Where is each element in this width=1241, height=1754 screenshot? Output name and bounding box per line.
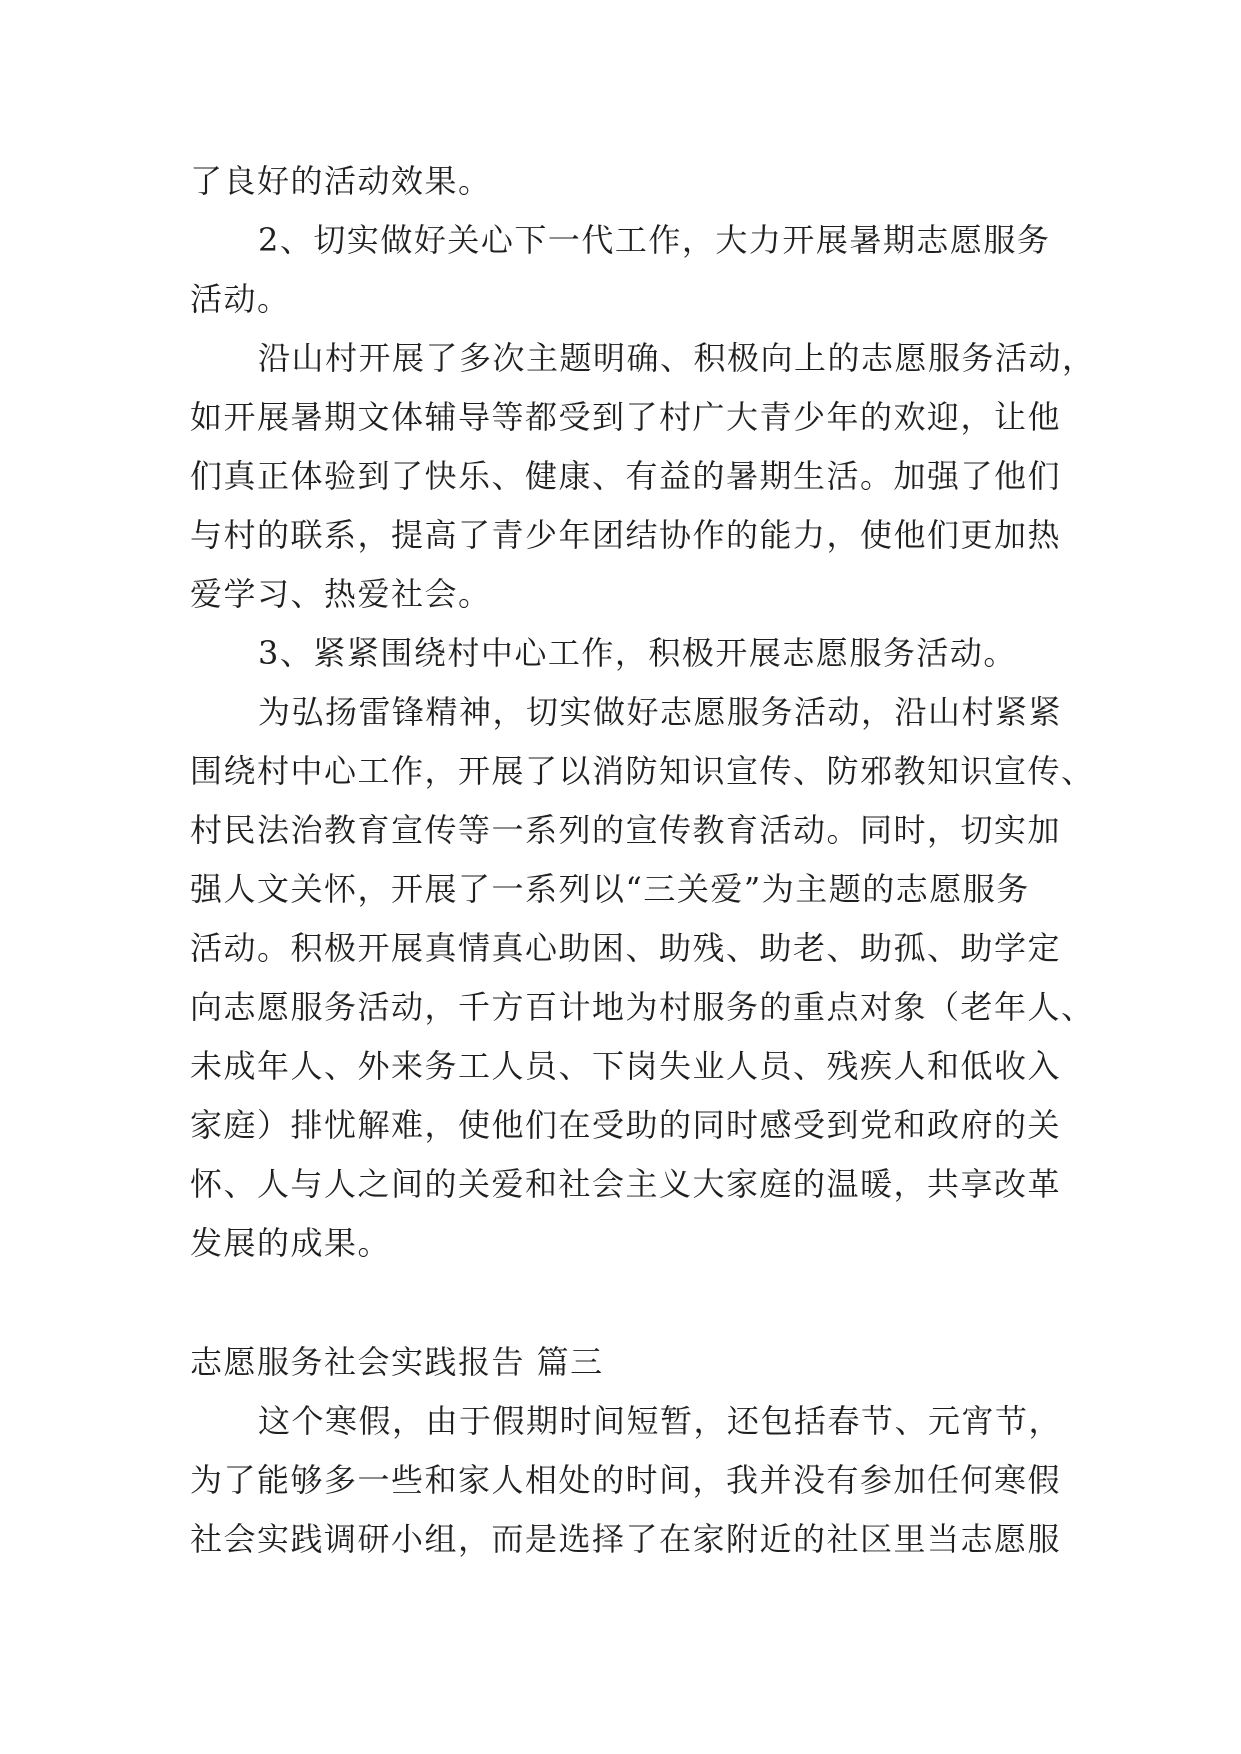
text-line: 为了能够多一些和家人相处的时间，我并没有参加任何寒假 [190, 1461, 1062, 1499]
text-line: 与村的联系，提高了青少年团结协作的能力，使他们更加热 [190, 516, 1062, 554]
text-line: 怀、人与人之间的关爱和社会主义大家庭的温暖，共享改革 [190, 1165, 1062, 1203]
section-gap [190, 1273, 1070, 1333]
text-line: 活动。积极开展真情真心助困、助残、助老、助孤、助学定 [190, 929, 1062, 967]
text-line: 如开展暑期文体辅导等都受到了村广大青少年的欢迎，让他 [190, 398, 1062, 436]
text-line: 向志愿服务活动，千方百计地为村服务的重点对象（老年人、 [190, 988, 1095, 1026]
paragraph-start: 沿山村开展了多次主题明确、积极向上的志愿服务活动， [258, 339, 1096, 377]
text-line: 们真正体验到了快乐、健康、有益的暑期生活。加强了他们 [190, 457, 1062, 495]
paragraph-start: 这个寒假，由于假期时间短暂，还包括春节、元宵节， [258, 1402, 1063, 1440]
text-line: 社会实践调研小组，而是选择了在家附近的社区里当志愿服 [190, 1520, 1062, 1558]
text-line: 活动。 [190, 280, 291, 318]
text-line: 发展的成果。 [190, 1224, 392, 1262]
document-body [190, 152, 1096, 1569]
text-line: 爱学习、热爱社会。 [190, 575, 492, 613]
text-line: 围绕村中心工作，开展了以消防知识宣传、防邪教知识宣传、 [190, 752, 1095, 790]
text-line: 强人文关怀，开展了一系列以“三关爱”为主题的志愿服务 [190, 870, 1030, 908]
text-line: 了良好的活动效果。 [190, 162, 492, 200]
list-item-heading: 2、切实做好关心下一代工作，大力开展暑期志愿服务 [258, 221, 1051, 259]
text-line: 村民法治教育宣传等一系列的宣传教育活动。同时，切实加 [190, 811, 1062, 849]
paragraph-start: 为弘扬雷锋精神，切实做好志愿服务活动，沿山村紧紧 [258, 693, 1063, 731]
list-item-heading: 3、紧紧围绕村中心工作，积极开展志愿服务活动。 [258, 634, 1017, 672]
section-heading: 志愿服务社会实践报告 篇三 [190, 1343, 604, 1381]
text-line: 家庭）排忧解难，使他们在受助的同时感受到党和政府的关 [190, 1106, 1062, 1144]
text-line: 未成年人、外来务工人员、下岗失业人员、残疾人和低收入 [190, 1047, 1062, 1085]
